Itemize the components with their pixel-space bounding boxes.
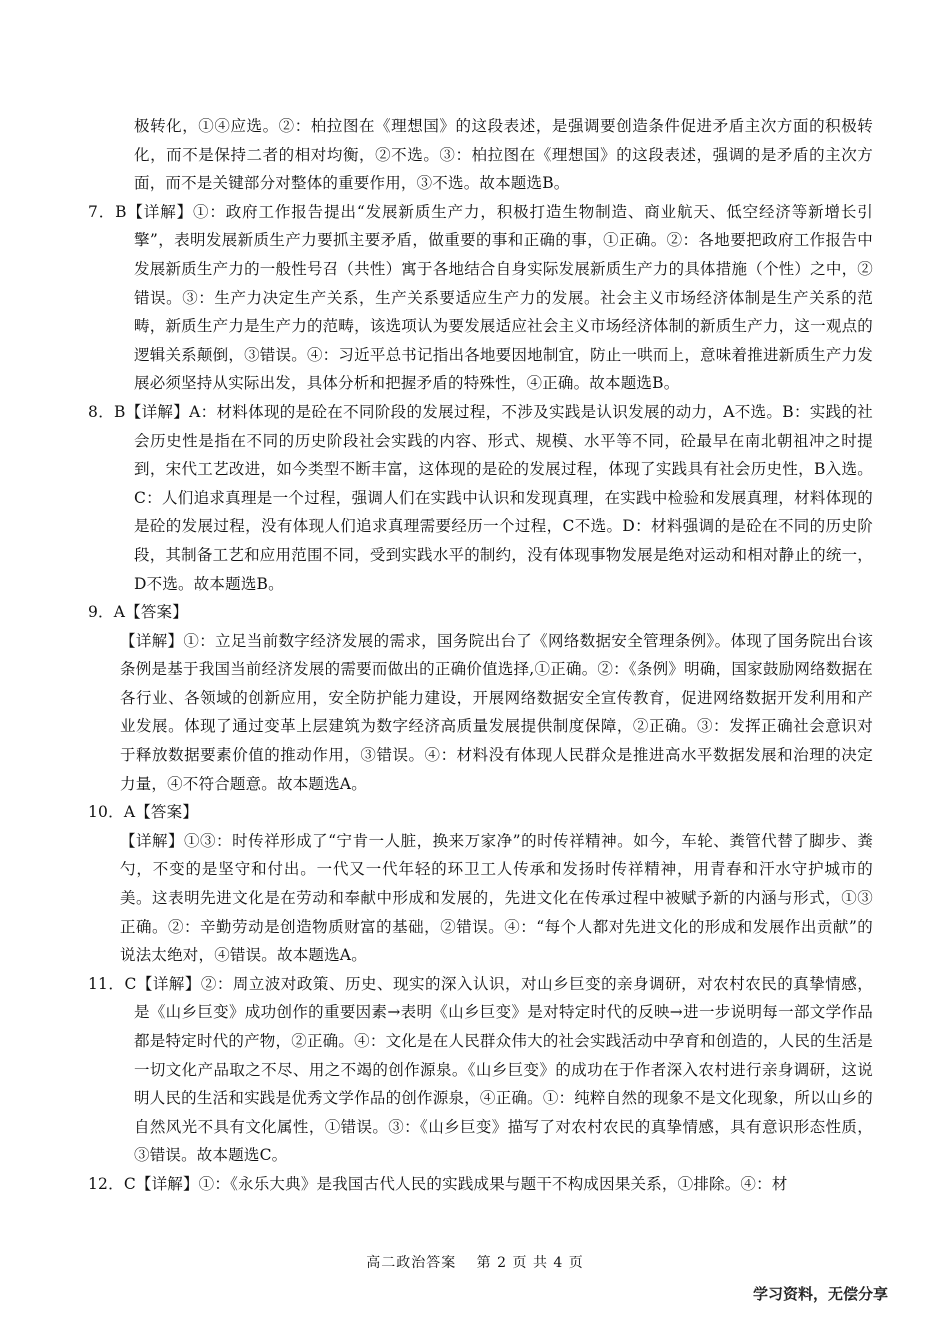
watermark-text: 学习资料，无偿分享 xyxy=(752,1285,888,1303)
paragraph-q12: 12．C【详解】①：《永乐大典》是我国古代人民的实践成果与题干不构成因果关系，①排除。④：材 xyxy=(88,1174,788,1193)
answer-body xyxy=(88,112,873,1199)
heading-q9: 9．A【答案】 xyxy=(88,603,188,622)
paragraph-q7: 7．B【详解】①：政府工作报告提出“发展新质生产力，积极打造生物制造、商业航天、低空经济等新增长引擎”，表明发展新质生产力要抓主要矛盾，做重要的事和正确的事，①正确。②：各地要把政府工作报告中发展新质生产力的一般性号召（共性）寓于各地结合自身实际发展新质生产力的具体措施（个性）之中，②错误。③：生产力决定生产关系，生产关系要适应生产力的发展。社会主义市场经济体制是生产关系的范畴，新质生产力是生产力的范畴，该选项认为要发展适应社会主义市场经济体制的新质生产力，这一观点的逻辑关系颠倒，③错误。④：习近平总书记指出各地要因地制宜，防止一哄而上，意味着推进新质生产力发展必须坚持从实际出发，具体分析和把握矛盾的特殊性，④正确。故本题选B。 xyxy=(88,202,873,393)
paragraph-q9-detail: 【详解】①：立足当前数字经济发展的需求，国务院出台了《网络数据安全管理条例》。体现了国务院出台该条例是基于我国当前经济发展的需要而做出的正确价值选择,①正确。②：《条例》明确，国家鼓励网络数据在各行业、各领域的创新应用，安全防护能力建设，开展网络数据安全宣传教育，促进网络数据开发利用和产业发展。体现了通过变革上层建筑为数字经济高质量发展提供制度保障，②正确。③：发挥正确社会意识对于释放数据要素价值的推动作用，③错误。④：材料没有体现人民群众是推进高水平数据发展和治理的决定力量，④不符合题意。故本题选A。 xyxy=(120,631,873,793)
heading-q10: 10．A【答案】 xyxy=(88,803,199,822)
paragraph-q11: 11．C【详解】②：周立波对政策、历史、现实的深入认识，对山乡巨变的亲身调研，对农村农民的真挚情感，是《山乡巨变》成功创作的重要因素→表明《山乡巨变》是对特定时代的反映→进一步说明每一部文学作品都是特定时代的产物，②正确。④：文化是在人民群众伟大的社会实践活动中孕育和创造的，人民的生活是一切文化产品取之不尽、用之不竭的创作源泉。《山乡巨变》的成功在于作者深入农村进行亲身调研，这说明人民的生活和实践是优秀文学作品的创作源泉，④正确。①：纯粹自然的现象不是文化现象，所以山乡的自然风光不具有文化属性，①错误。③：《山乡巨变》描写了对农村农民的真挚情感，具有意识形态性质，③错误。故本题选C。 xyxy=(88,974,873,1165)
paragraph-q8: 8．B【详解】A：材料体现的是砼在不同阶段的发展过程，不涉及实践是认识发展的动力，A不选。B：实践的社会历史性是指在不同的历史阶段社会实践的内容、形式、规模、水平等不同，砼最早在南北朝祖冲之时提到，宋代工艺改进，如今类型不断丰富，这体现的是砼的发展过程，体现了实践具有社会历史性，B入选。C：人们追求真理是一个过程，强调人们在实践中认识和发现真理，在实践中检验和发展真理，材料体现的是砼的发展过程，没有体现人们追求真理需要经历一个过程，C不选。D：材料强调的是砼在不同的历史阶段，其制备工艺和应用范围不同，受到实践水平的制约，没有体现事物发展是绝对运动和相对静止的统一，D不选。故本题选B。 xyxy=(88,402,873,593)
paragraph-q10-detail: 【详解】①③：时传祥形成了“宁肯一人脏，换来万家净”的时传祥精神。如今，车轮、粪管代替了脚步、粪勺，不变的是坚守和付出。一代又一代年轻的环卫工人传承和发扬时传祥精神，用青春和汗水守护城市的美。这表明先进文化是在劳动和奉献中形成和发展的，先进文化在传承过程中被赋予新的内涵与形式，①③正确。②：辛勤劳动是创造物质财富的基础，②错误。④：“每个人都对先进文化的形成和发展作出贡献”的说法太绝对，④错误。故本题选A。 xyxy=(120,831,873,965)
page-footer: 高二政治答案 第 2 页 共 4 页 xyxy=(366,1255,584,1271)
paragraph-q6-continued: 极转化，①④应选。②：柏拉图在《理想国》的这段表述，是强调要创造条件促进矛盾主次方面的积极转化，而不是保持二者的相对均衡，②不选。③：柏拉图在《理想国》的这段表述，强调的是矛盾的主次方面，而不是关键部分对整体的重要作用，③不选。故本题选B。 xyxy=(134,117,873,193)
